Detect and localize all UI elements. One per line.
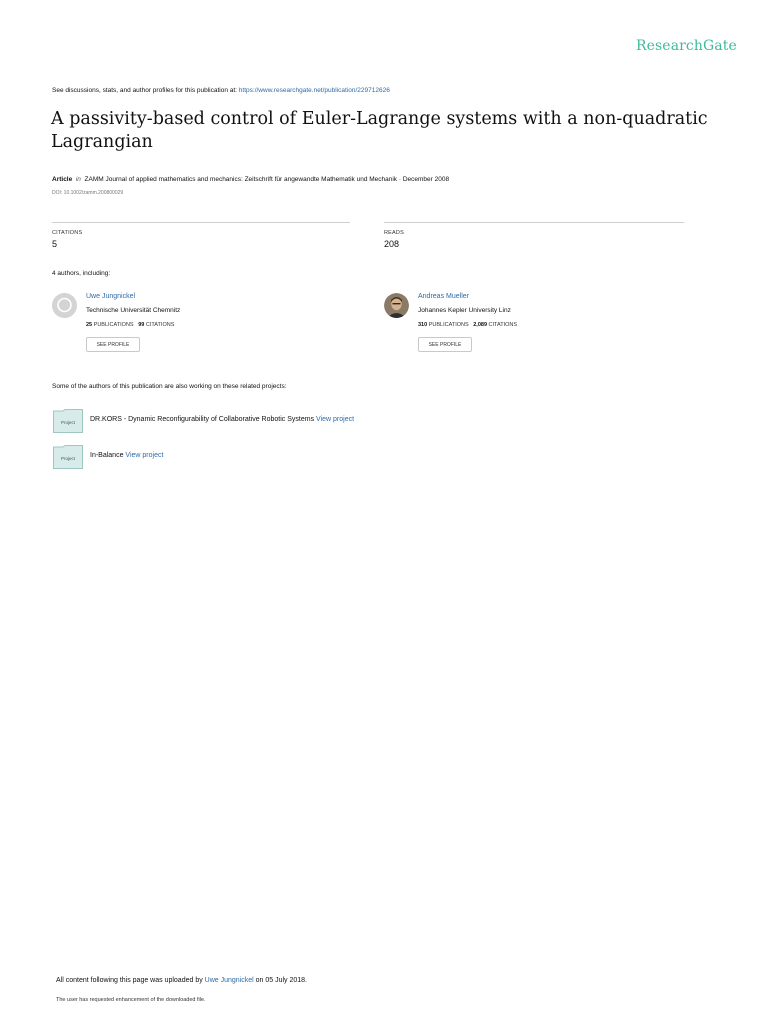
project-name: DR.KORS - Dynamic Reconfigurability of Collaborative Robotic Systems [90, 416, 315, 423]
publications-count: 310 [418, 322, 428, 328]
author-institution: Johannes Kepler University Linz [418, 307, 511, 314]
author-name[interactable]: Andreas Mueller [418, 293, 469, 300]
project-folder-icon [53, 445, 83, 469]
author-institution: Technische Universität Chemnitz [86, 307, 181, 314]
see-profile-button[interactable]: SEE PROFILE [86, 337, 140, 352]
citations-label-small: CITATIONS [145, 322, 175, 328]
author-stats [86, 322, 174, 328]
article-meta [52, 176, 449, 183]
in-word: in [75, 176, 81, 183]
citations-label: CITATIONS [52, 230, 83, 236]
author-photo [384, 293, 409, 318]
project-item [90, 416, 354, 423]
project-folder-icon [53, 409, 83, 433]
researchgate-logo[interactable]: ResearchGate [636, 38, 737, 54]
journal-name: ZAMM Journal of applied mathematics and mechanics: Zeitschrift für angewandte Mathematik und Mechanik · December 2008 [84, 176, 450, 183]
generic-user-icon [52, 293, 77, 318]
see-discussions-text: See discussions, stats, and author profiles for this publication at: [52, 87, 239, 94]
publication-url-link[interactable]: https://www.researchgate.net/publication/229712626 [238, 87, 390, 94]
citations-count: 2,089 [473, 322, 488, 328]
enhancement-note: The user has requested enhancement of the downloaded file. [56, 997, 206, 1003]
article-title: A passivity-based control of Euler-Lagrange systems with a non-quadratic Lagrangian [51, 109, 708, 152]
publications-label: PUBLICATIONS [93, 322, 134, 328]
uploaded-prefix: All content following this page was uploaded by [56, 977, 205, 984]
citations-label-small: CITATIONS [488, 322, 518, 328]
authors-heading: 4 authors, including: [52, 270, 111, 277]
citations-value: 5 [52, 239, 58, 249]
view-project-link[interactable]: View project [316, 416, 355, 423]
uploaded-suffix: on 05 July 2018. [253, 977, 308, 984]
publications-label: PUBLICATIONS [428, 322, 469, 328]
see-discussions-line [52, 87, 390, 94]
author-stats [418, 322, 517, 328]
article-type: Article [52, 176, 73, 183]
citations-count: 99 [138, 322, 145, 328]
view-project-link[interactable]: View project [125, 452, 164, 459]
project-icon-label: Project [60, 456, 76, 461]
see-profile-button[interactable]: SEE PROFILE [418, 337, 472, 352]
reads-label: READS [384, 230, 404, 236]
project-icon-label: Project [60, 420, 76, 425]
uploaded-by-line [56, 977, 307, 984]
divider-right [384, 222, 684, 223]
avatar[interactable] [52, 293, 77, 318]
publications-count: 25 [86, 322, 93, 328]
related-projects-heading: Some of the authors of this publication are also working on these related projects: [52, 383, 287, 390]
project-name: In-Balance [90, 452, 124, 459]
uploader-link[interactable]: Uwe Jungnickel [204, 977, 254, 984]
project-item [90, 452, 163, 459]
divider-left [52, 222, 350, 223]
avatar[interactable] [384, 293, 409, 318]
author-name[interactable]: Uwe Jungnickel [86, 293, 136, 300]
doi: DOI: 10.1002/zamm.200800029 [52, 190, 124, 196]
reads-value: 208 [384, 239, 400, 249]
